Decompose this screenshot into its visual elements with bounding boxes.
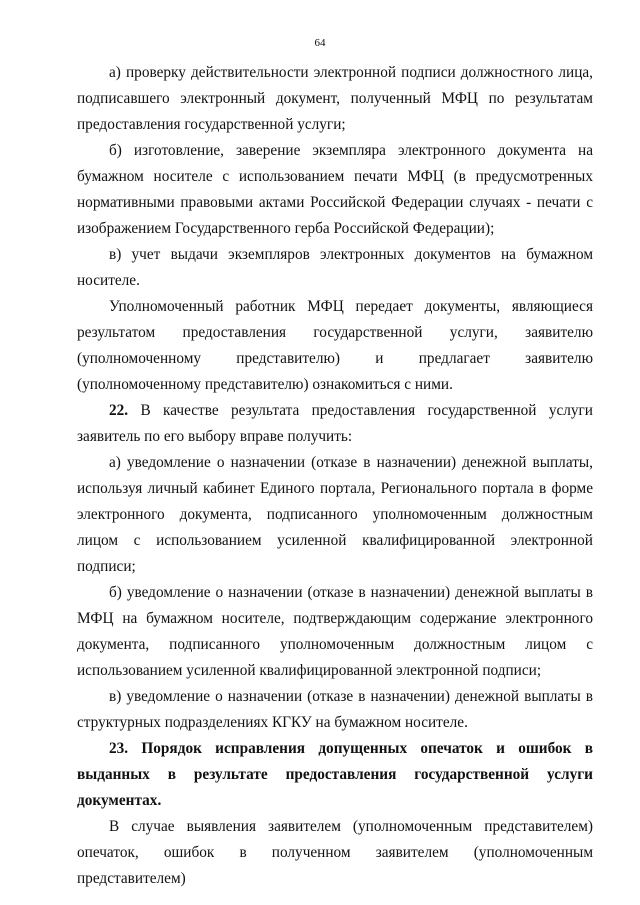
paragraph-text: Уполномоченный работник МФЦ передает документы, являющиеся результатом предоставления государственной услуги, заявителю (уполномоченному представителю) и предлагает заявителю (уполномоченному представителю) ознакомиться с ними. [77,298,593,393]
paragraph-22-item-b [77,580,593,684]
paragraph-clause-22 [77,398,593,450]
paragraph-22-item-v [77,684,593,736]
clause-number: 22. [109,402,129,419]
paragraph-closing: В случае выявления заявителем (уполномоченным представителем) опечаток, ошибок в полученном заявителем (уполномоченным представителем) [77,818,593,887]
document-body [77,60,593,892]
paragraph-item-v-accounting [77,242,593,294]
paragraph-22-item-a [77,450,593,580]
section-heading-23: 23. Порядок исправления допущенных опечаток и ошибок в выданных в результате предоставления государственной услуги документах. [77,740,593,809]
paragraph-text: в) учет выдачи экземпляров электронных документов на бумажном носителе. [77,246,593,289]
paragraph-text: в) уведомление о назначении (отказе в назначении) денежной выплаты в структурных подразделениях КГКУ на бумажном носителе. [77,688,593,731]
page-number: 64 [314,37,326,49]
paragraph-text: а) проверку действительности электронной подписи должностного лица, подписавшего электронный документ, полученный МФЦ по результатам предоставления государственной услуги; [77,64,593,133]
paragraph-text: б) уведомление о назначении (отказе в назначении) денежной выплаты в МФЦ на бумажном носителе, подтверждающим содержание электронного документа, подписанного уполномоченным должностным лицом с использованием усиленной квалифицированной электронной подписи; [77,584,593,679]
paragraph-text: В качестве результата предоставления государственной услуги заявитель по его выбору вправе получить: [77,402,593,445]
paragraph-mfc-handover [77,294,593,398]
paragraph-text: а) уведомление о назначении (отказе в назначении) денежной выплаты, используя личный кабинет Единого портала, Регионального портала в форме электронного документа, подписанного уполномоченным должностным лицом с использованием усиленной квалифицированной электронной подписи; [77,454,593,575]
paragraph-text: б) изготовление, заверение экземпляра электронного документа на бумажном носителе с использованием печати МФЦ (в предусмотренных нормативными правовыми актами Российской Федерации случаях - печати с изображением Государственного герба Российской Федерации); [77,142,593,237]
paragraph-item-b-production [77,138,593,242]
paragraph-item-a-verification [77,60,593,138]
